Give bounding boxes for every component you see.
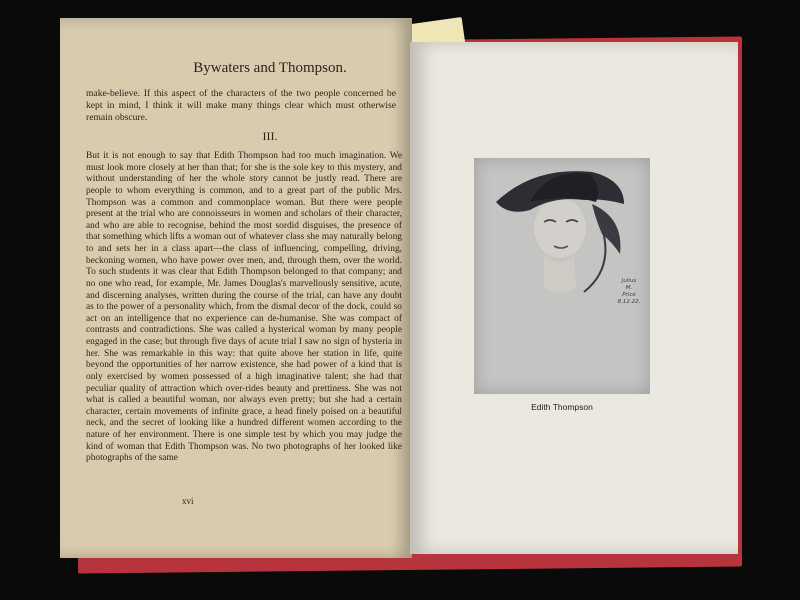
portrait-sketch bbox=[474, 158, 650, 394]
signature-line: Julius bbox=[621, 278, 637, 284]
signature-line: 8.12.22. bbox=[617, 299, 641, 305]
artist-signature bbox=[614, 278, 644, 306]
neck bbox=[544, 256, 576, 293]
portrait-caption: Edith Thompson bbox=[531, 402, 593, 412]
signature-line: M. bbox=[625, 285, 633, 291]
left-page bbox=[60, 18, 412, 558]
portrait-plate bbox=[474, 158, 650, 394]
face-shape bbox=[534, 198, 586, 258]
feather-line bbox=[584, 228, 605, 292]
section-number: III. bbox=[262, 129, 278, 143]
signature-line: Price bbox=[622, 292, 636, 298]
page-number: xvi bbox=[182, 496, 194, 506]
body-paragraph: But it is not enough to say that Edith Thompson had too much imagination. We must look more closely at her than that; for she is the sole key to this mystery, and without understanding of her the whole story cannot be justly read. There are people to whom everything is common, and to a great part of the public Mrs. Thompson was a common and commonplace woman. But there were people present at the trial who are connoisseurs in women and scholars of their character, and who are able to recognise, behind the most sordid disguises, the presence of that something which lifts a woman out of whatever class she may naturally belong to and sets her in a class apart—the class of influencing, compelling, driving, beckoning women, who have power over men, and, through them, over the world. To such students it was clear that Edith Thompson belonged to that company; and no one who read, for example, Mr. James Douglas's marvellously sensitive, acute, and discerning analyses, written during the course of the trial, can have any doubt as to the power of a personality which, from the dismal decor of the dock, could so act on an intelligence that no experience can de-humanise. She was compact of contrasts and contradictions. She was called a hysterical woman by many people engaged in the case; but through five days of acute trial I saw no sign of hysteria in her. She was remarkable in this way: that quite above her station in life, quite beyond the opportunities of her narrow existence, she had power of a kind that is only exercised by women possessed of a high imaginative talent; she had that peculiar quality of attraction which over-rides beauty and prettiness. She was not what is called a beautiful woman, nor always even pretty; but she had a certain character, certain movements of infinite grace, a head finely poised on a beautiful neck, and the secret of looking like a hundred different women according to the nature of her environment. There is one simple test by which you may judge the kind of woman that Edith Thompson was. No two photographs of her looked like photographs of the same bbox=[86, 151, 402, 464]
intro-paragraph: make-believe. If this aspect of the characters of the two people concerned be kept in mind, I think it will make many things clear which must otherwise remain obscure. bbox=[86, 88, 396, 123]
running-head: Bywaters and Thompson. bbox=[193, 60, 347, 76]
